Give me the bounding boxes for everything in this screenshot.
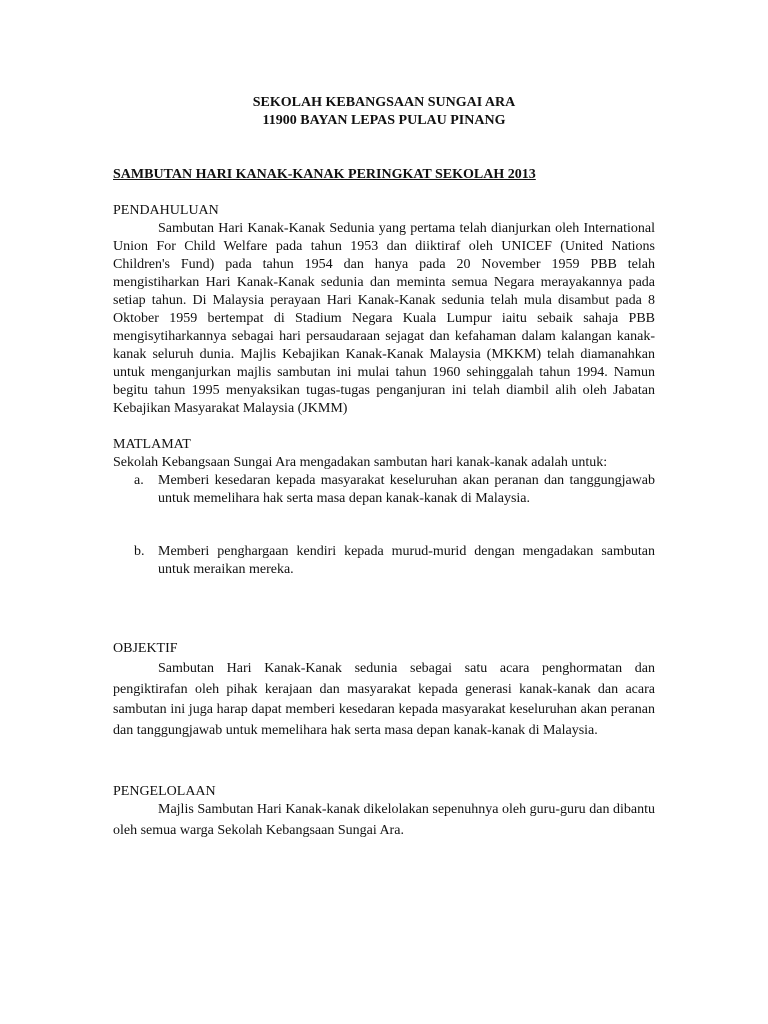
matlamat-list-b [113, 543, 655, 579]
list-item-text: Memberi penghargaan kendiri kepada murud-murid dengan mengadakan sambutan untuk meraikan mereka. [158, 544, 655, 577]
matlamat-list [113, 472, 655, 508]
list-marker: b. [134, 544, 145, 559]
list-item [113, 472, 655, 508]
list-marker: a. [134, 473, 144, 488]
matlamat-intro: Sekolah Kebangsaan Sungai Ara mengadakan sambutan hari kanak-kanak adalah untuk: [113, 455, 608, 470]
school-name: SEKOLAH KEBANGSAAN SUNGAI ARA [252, 95, 516, 110]
list-item-text: Memberi kesedaran kepada masyarakat keseluruhan akan peranan dan tanggungjawab untuk memelihara hak serta masa depan kanak-kanak di Malaysia. [158, 473, 655, 506]
document-title: SAMBUTAN HARI KANAK-KANAK PERINGKAT SEKOLAH 2013 [113, 167, 536, 182]
heading-pengelolaan: PENGELOLAAN [113, 784, 216, 799]
paragraph-pengelolaan: Majlis Sambutan Hari Kanak-kanak dikelolakan sepenuhnya oleh guru-guru dan dibantu oleh semua warga Sekolah Kebangsaan Sungai Ara. [113, 802, 655, 838]
heading-objektif: OBJEKTIF [113, 641, 178, 656]
heading-matlamat: MATLAMAT [113, 437, 191, 452]
paragraph-pendahuluan: Sambutan Hari Kanak-Kanak Sedunia yang pertama telah dianjurkan oleh International Union For Child Welfare pada tahun 1953 dan diiktiraf oleh UNICEF (United Nations Children's Fund) pada tahun 1954 dan hanya pada 20 November 1959 PBB telah mengistiharkan Hari Kanak-Kanak sedunia dan meminta semua Negara merayakannya pada setiap tahun. Di Malaysia perayaan Hari Kanak-Kanak sedunia telah mula disambut pada 8 Oktober 1959 bertempat di Stadium Negara Kuala Lumpur iaitu sebaik sahaja PBB mengisytiharkannya sebagai hari persaudaraan sejagat dan kefahaman dalam kalangan kanak-kanak seluruh dunia. Majlis Kebajikan Kanak-Kanak Malaysia (MKKM) telah diamanahkan untuk menganjurkan majlis sambutan ini mulai tahun 1960 sehinggalah tahun 1994. Namun begitu tahun 1995 menyaksikan tugas-tugas penganjuran ini telah diambil alih oleh Jabatan Kebajikan Masyarakat Malaysia (JKMM) [113, 221, 655, 416]
heading-pendahuluan: PENDAHULUAN [113, 203, 219, 218]
paragraph-objektif: Sambutan Hari Kanak-Kanak sedunia sebagai satu acara penghormatan dan pengiktirafan oleh pihak kerajaan dan masyarakat kepada generasi kanak-kanak dan acara sambutan ini juga harap dapat memberi kesedaran kepada masyarakat keseluruhan akan peranan dan tanggungjawab untuk memelihara hak serta masa depan kanak-kanak di Malaysia. [113, 661, 655, 739]
list-item [113, 543, 655, 579]
school-address: 11900 BAYAN LEPAS PULAU PINANG [262, 113, 506, 128]
